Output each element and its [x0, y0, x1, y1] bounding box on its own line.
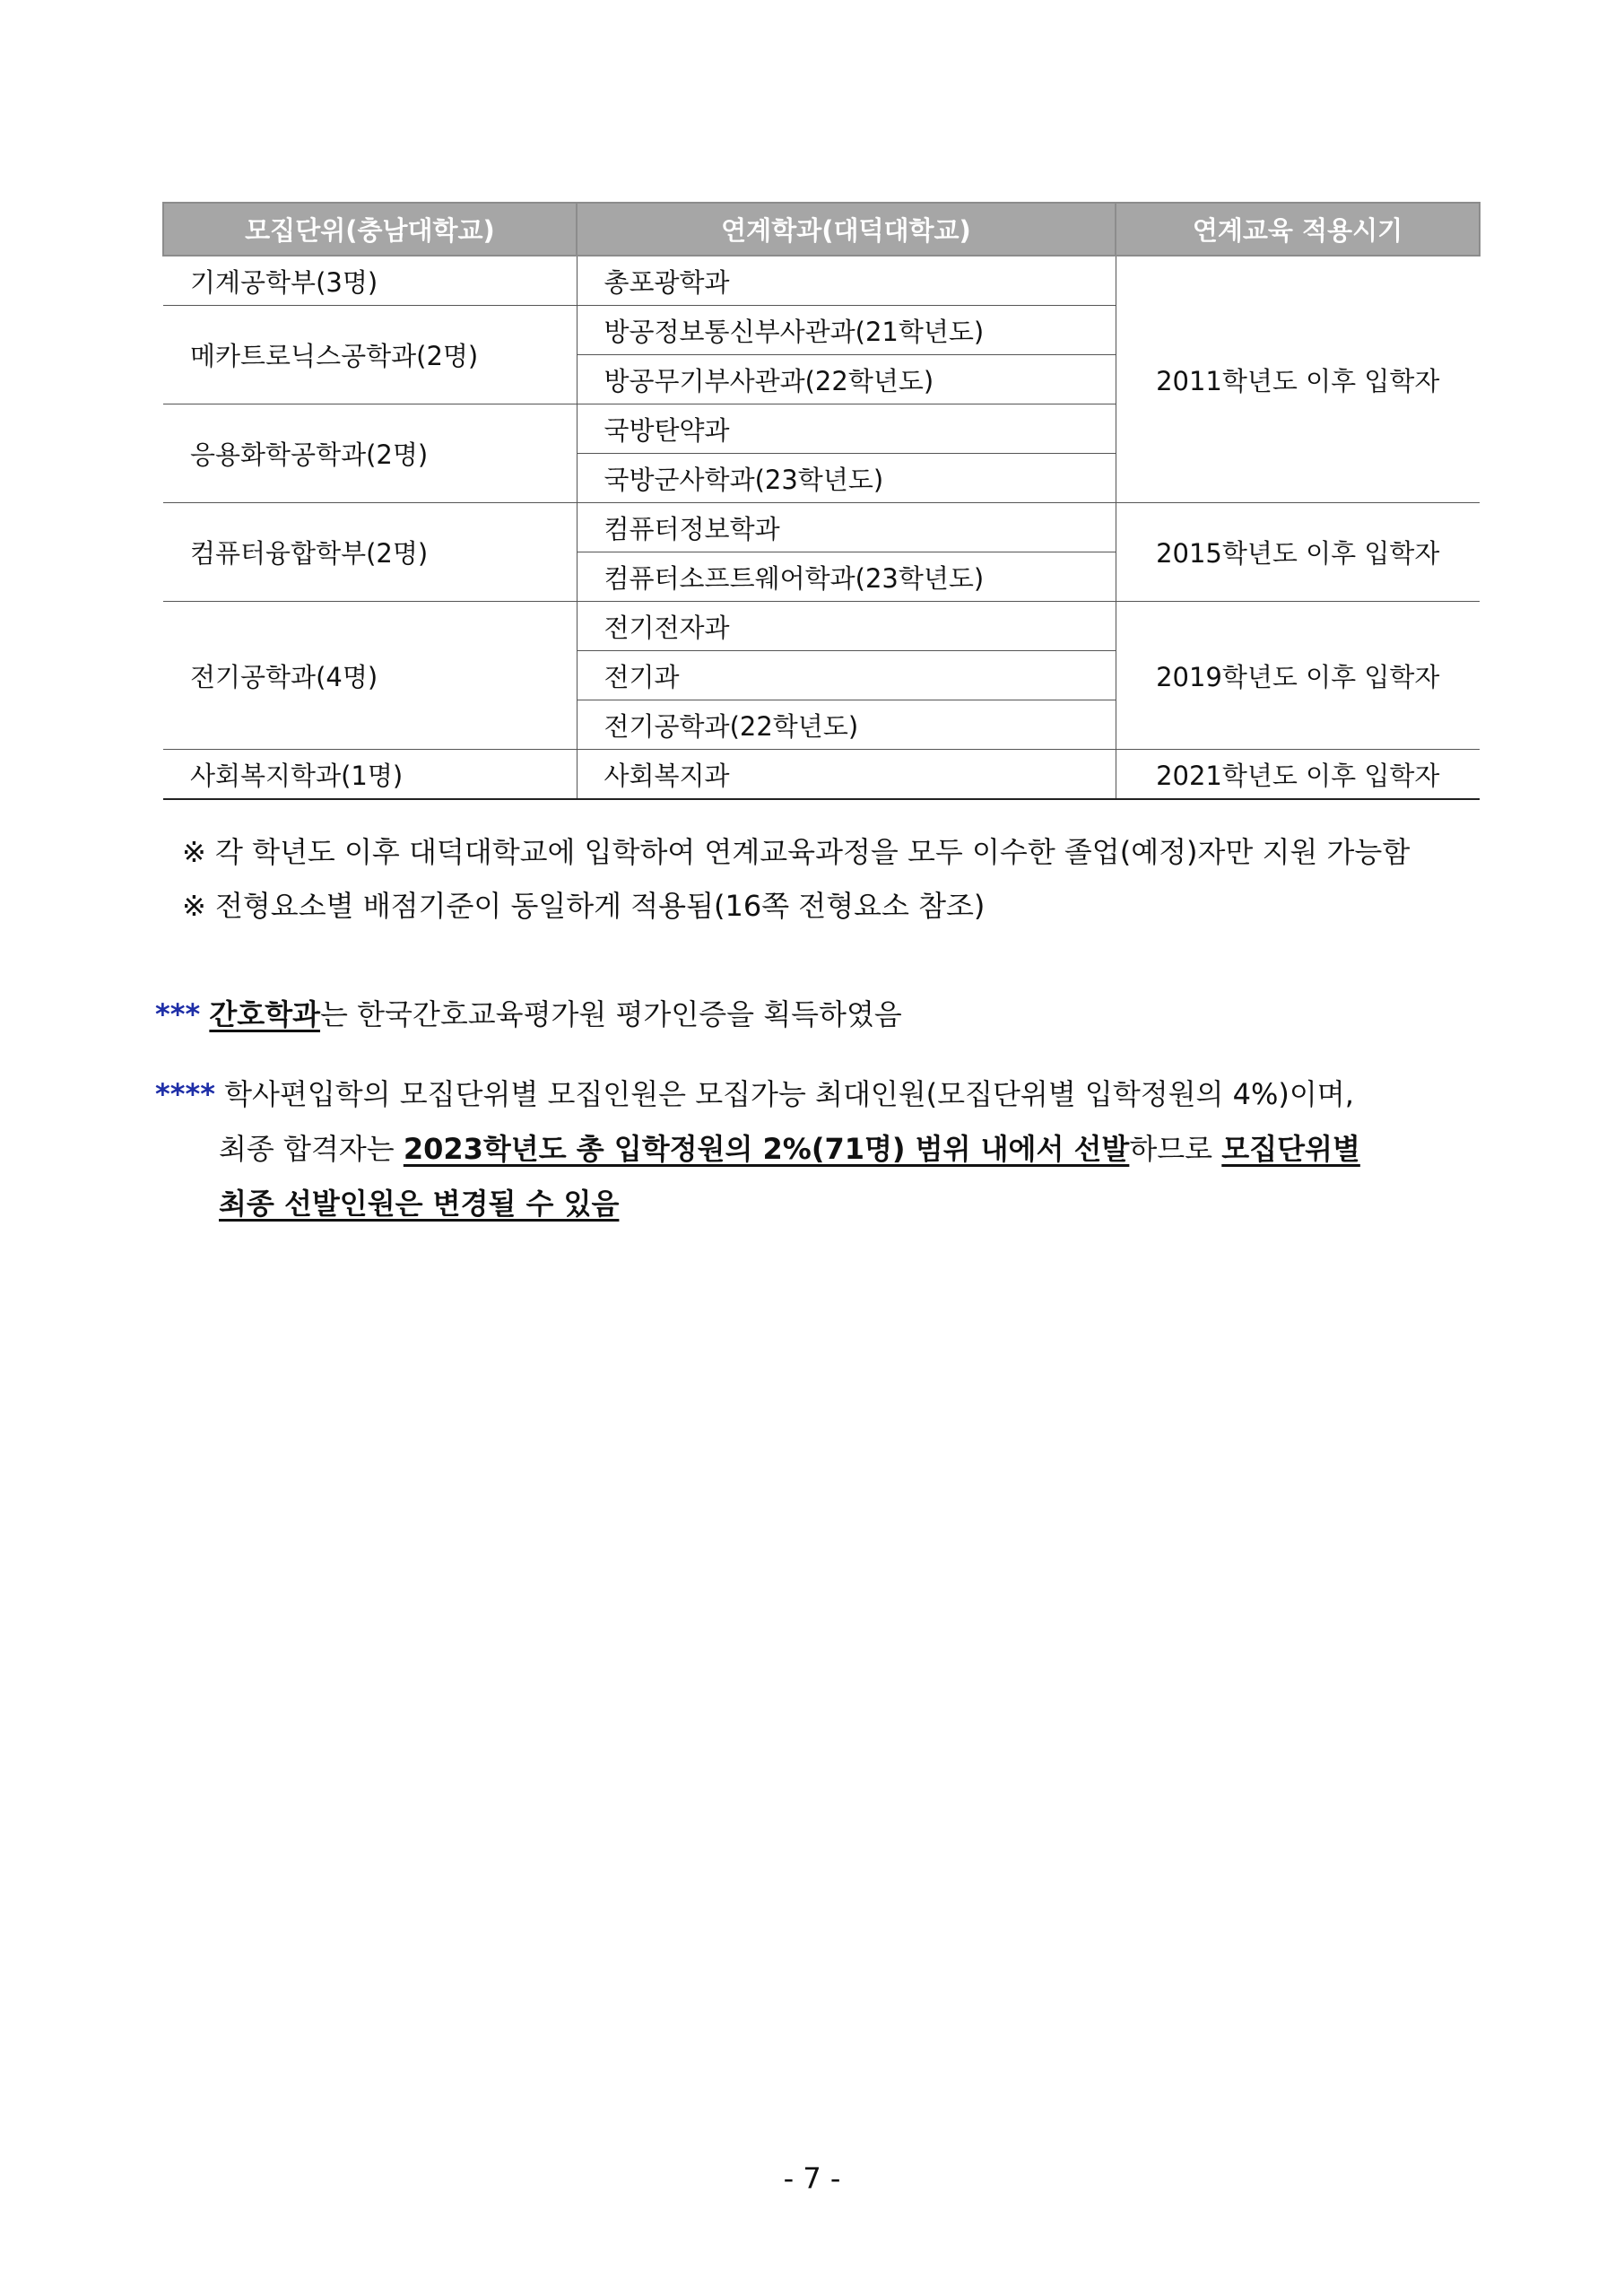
period-cell: 2015학년도 이후 입학자 — [1116, 503, 1480, 602]
table-row — [163, 602, 1480, 651]
quota-note-line-3 — [219, 1181, 619, 1222]
recruit-unit-cell: 사회복지학과(1명) — [163, 750, 577, 800]
scoring-note: ※ 전형요소별 배점기준이 동일하게 적용됨(16쪽 전형요소 참조) — [182, 889, 986, 923]
table-row — [163, 256, 1480, 306]
header-recruit-unit: 모집단위(충남대학교) — [163, 203, 577, 256]
eligibility-note: ※ 각 학년도 이후 대덕대학교에 입학하여 연계교육과정을 모두 이수한 졸업(예정)자만 지원 가능함 — [182, 835, 1411, 869]
department-cell: 컴퓨터정보학과 — [577, 503, 1116, 552]
quota-note-line-2 — [219, 1126, 1360, 1168]
page-number: - 7 - — [783, 2161, 841, 2196]
note-marker: *** — [155, 997, 201, 1031]
department-cell: 전기과 — [577, 651, 1116, 700]
department-cell: 컴퓨터소프트웨어학과(23학년도) — [577, 552, 1116, 602]
table-header-row — [163, 203, 1480, 256]
recruit-unit-cell: 컴퓨터융합학부(2명) — [163, 503, 577, 602]
nursing-note-text: 는 한국간호교육평가원 평가인증을 획득하였음 — [320, 997, 902, 1031]
table-row — [163, 503, 1480, 552]
linked-department-table — [162, 202, 1481, 800]
department-cell: 사회복지과 — [577, 750, 1116, 800]
header-linked-period: 연계교육 적용시기 — [1116, 203, 1480, 256]
quota-note-text: 최종 합격자는 — [219, 1132, 404, 1166]
quota-unit-highlight: 모집단위별 — [1221, 1132, 1360, 1166]
department-cell: 전기전자과 — [577, 602, 1116, 651]
table-row — [163, 750, 1480, 800]
nursing-accreditation-note — [155, 992, 902, 1033]
recruit-unit-cell: 메카트로닉스공학과(2명) — [163, 306, 577, 404]
header-linked-department: 연계학과(대덕대학교) — [577, 203, 1116, 256]
department-cell: 국방탄약과 — [577, 404, 1116, 454]
recruit-unit-cell: 응용화학공학과(2명) — [163, 404, 577, 503]
period-cell: 2021학년도 이후 입학자 — [1116, 750, 1480, 800]
period-cell: 2011학년도 이후 입학자 — [1116, 256, 1480, 503]
department-cell: 방공무기부사관과(22학년도) — [577, 355, 1116, 404]
quota-range-highlight: 2023학년도 총 입학정원의 2%(71명) 범위 내에서 선발 — [403, 1132, 1130, 1166]
quota-note-line-1 — [155, 1072, 1354, 1113]
recruit-unit-cell: 기계공학부(3명) — [163, 256, 577, 306]
quota-note-text: 하므로 — [1129, 1132, 1222, 1166]
department-cell: 전기공학과(22학년도) — [577, 700, 1116, 750]
recruit-unit-cell: 전기공학과(4명) — [163, 602, 577, 750]
quota-change-highlight: 최종 선발인원은 변경될 수 있음 — [219, 1187, 620, 1221]
department-cell: 총포광학과 — [577, 256, 1116, 306]
nursing-dept-highlight: 간호학과 — [209, 997, 321, 1031]
period-cell: 2019학년도 이후 입학자 — [1116, 602, 1480, 750]
department-cell: 국방군사학과(23학년도) — [577, 454, 1116, 503]
note-marker: **** — [155, 1077, 215, 1111]
quota-note-text: 학사편입학의 모집단위별 모집인원은 모집가능 최대인원(모집단위별 입학정원의 4%)이며, — [224, 1077, 1354, 1111]
department-cell: 방공정보통신부사관과(21학년도) — [577, 306, 1116, 355]
